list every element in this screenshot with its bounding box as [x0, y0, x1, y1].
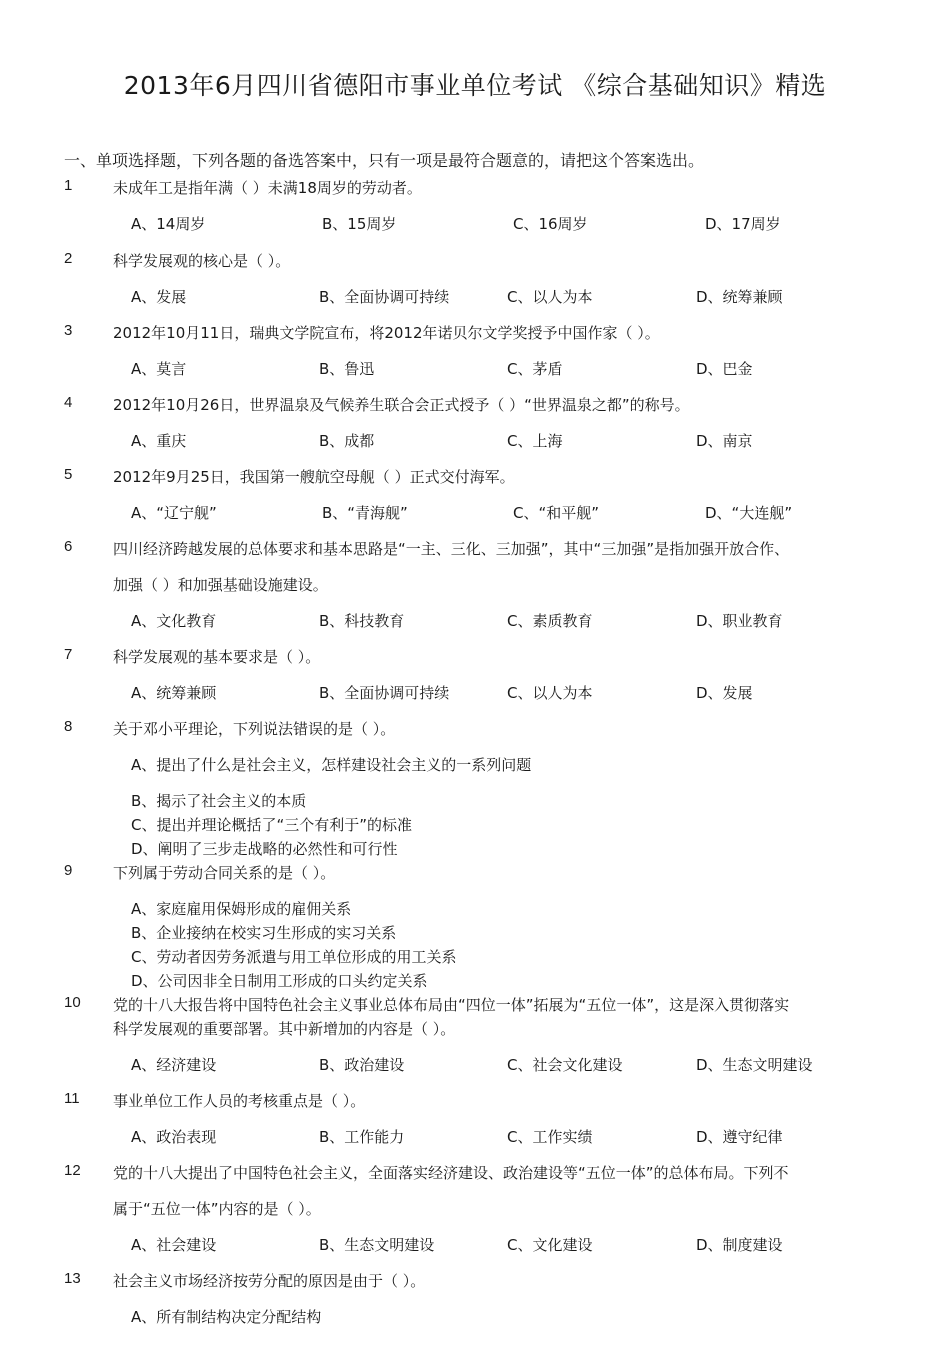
option-d[interactable]: D、南京: [696, 432, 753, 450]
option-a[interactable]: A、“辽宁舰”: [131, 504, 217, 522]
option-c[interactable]: C、社会文化建设: [507, 1056, 623, 1074]
question-number: 9: [64, 862, 73, 879]
question-number: 10: [64, 994, 81, 1011]
option-b[interactable]: B、全面协调可持续: [319, 684, 450, 702]
option-a[interactable]: A、文化教育: [131, 612, 217, 630]
question-number: 3: [64, 322, 73, 339]
question-stem: 党的十八大报告将中国特色社会主义事业总体布局由“四位一体”拓展为“五位一体”，这是深入贯彻落实: [113, 996, 790, 1014]
option-b[interactable]: B、“青海舰”: [322, 504, 408, 522]
question-number: 8: [64, 718, 73, 735]
option-a[interactable]: A、莫言: [131, 360, 187, 378]
option-c[interactable]: C、素质教育: [507, 612, 593, 630]
option-d[interactable]: D、遵守纪律: [696, 1128, 783, 1146]
question-number: 11: [64, 1090, 80, 1107]
option-a[interactable]: A、政治表现: [131, 1128, 217, 1146]
question-number: 5: [64, 466, 73, 483]
option-b[interactable]: B、工作能力: [319, 1128, 405, 1146]
option-b[interactable]: B、15周岁: [322, 215, 397, 233]
option-d[interactable]: D、17周岁: [705, 215, 781, 233]
option-b[interactable]: B、科技教育: [319, 612, 405, 630]
option-a[interactable]: A、发展: [131, 288, 187, 306]
question-stem: 2012年10月26日，世界温泉及气候养生联合会正式授予（ ）“世界温泉之都”的称号。: [113, 396, 690, 414]
option-b[interactable]: B、鲁迅: [319, 360, 375, 378]
option-a[interactable]: A、家庭雇用保姆形成的雇佣关系: [131, 900, 352, 918]
document-title: 2013年6月四川省德阳市事业单位考试 《综合基础知识》精选: [123, 71, 827, 100]
option-d[interactable]: D、职业教育: [696, 612, 783, 630]
option-d[interactable]: D、发展: [696, 684, 753, 702]
option-d[interactable]: D、巴金: [696, 360, 753, 378]
question-stem: 未成年工是指年满（ ）未满18周岁的劳动者。: [113, 179, 422, 197]
question-number: 1: [64, 177, 73, 194]
option-d[interactable]: D、阐明了三步走战略的必然性和可行性: [131, 840, 398, 858]
question-number: 4: [64, 394, 73, 411]
question-stem-continued: 科学发展观的重要部署。其中新增加的内容是（ ）。: [113, 1020, 456, 1038]
option-c[interactable]: C、茅盾: [507, 360, 563, 378]
option-a[interactable]: A、重庆: [131, 432, 187, 450]
option-c[interactable]: C、劳动者因劳务派遣与用工单位形成的用工关系: [131, 948, 457, 966]
question-stem: 下列属于劳动合同关系的是（ ）。: [113, 864, 336, 882]
option-c[interactable]: C、“和平舰”: [513, 504, 600, 522]
option-d[interactable]: D、生态文明建设: [696, 1056, 813, 1074]
option-b[interactable]: B、企业接纳在校实习生形成的实习关系: [131, 924, 397, 942]
question-stem: 科学发展观的核心是（ ）。: [113, 252, 291, 270]
question-number: 13: [64, 1270, 81, 1287]
question-number: 6: [64, 538, 73, 555]
question-stem: 2012年10月11日，瑞典文学院宣布，将2012年诺贝尔文学奖授予中国作家（ ）。: [113, 324, 660, 342]
question-stem: 事业单位工作人员的考核重点是（ ）。: [113, 1092, 366, 1110]
question-stem-continued: 属于“五位一体”内容的是（ ）。: [113, 1200, 321, 1218]
option-b[interactable]: B、全面协调可持续: [319, 288, 450, 306]
option-a[interactable]: A、统筹兼顾: [131, 684, 217, 702]
question-stem: 2012年9月25日，我国第一艘航空母舰（ ）正式交付海军。: [113, 468, 515, 486]
option-c[interactable]: C、上海: [507, 432, 563, 450]
option-a[interactable]: A、14周岁: [131, 215, 206, 233]
option-a[interactable]: A、所有制结构决定分配结构: [131, 1308, 322, 1326]
option-b[interactable]: B、成都: [319, 432, 375, 450]
question-stem: 社会主义市场经济按劳分配的原因是由于（ ）。: [113, 1272, 426, 1290]
option-b[interactable]: B、揭示了社会主义的本质: [131, 792, 307, 810]
question-number: 7: [64, 646, 73, 663]
question-stem: 党的十八大提出了中国特色社会主义，全面落实经济建设、政治建设等“五位一体”的总体布局。下列不: [113, 1164, 789, 1182]
option-d[interactable]: D、公司因非全日制用工形成的口头约定关系: [131, 972, 428, 990]
option-c[interactable]: C、工作实绩: [507, 1128, 593, 1146]
option-c[interactable]: C、16周岁: [513, 215, 588, 233]
option-d[interactable]: D、制度建设: [696, 1236, 783, 1254]
section-instruction: 一、单项选择题，下列各题的备选答案中，只有一项是最符合题意的，请把这个答案选出。: [64, 151, 705, 170]
question-stem-continued: 加强（ ）和加强基础设施建设。: [113, 576, 328, 594]
option-b[interactable]: B、政治建设: [319, 1056, 405, 1074]
option-a[interactable]: A、提出了什么是社会主义，怎样建设社会主义的一系列问题: [131, 756, 532, 774]
option-a[interactable]: A、社会建设: [131, 1236, 217, 1254]
option-c[interactable]: C、文化建设: [507, 1236, 593, 1254]
question-stem: 关于邓小平理论，下列说法错误的是（ ）。: [113, 720, 396, 738]
question-stem: 四川经济跨越发展的总体要求和基本思路是“一主、三化、三加强”，其中“三加强”是指加强开放合作、: [113, 540, 790, 558]
question-stem: 科学发展观的基本要求是（ ）。: [113, 648, 321, 666]
question-number: 12: [64, 1162, 81, 1179]
option-c[interactable]: C、提出并理论概括了“三个有利于”的标准: [131, 816, 413, 834]
option-a[interactable]: A、经济建设: [131, 1056, 217, 1074]
question-number: 2: [64, 250, 73, 267]
option-c[interactable]: C、以人为本: [507, 288, 593, 306]
option-d[interactable]: D、统筹兼顾: [696, 288, 783, 306]
option-b[interactable]: B、生态文明建设: [319, 1236, 435, 1254]
option-c[interactable]: C、以人为本: [507, 684, 593, 702]
option-d[interactable]: D、“大连舰”: [705, 504, 793, 522]
